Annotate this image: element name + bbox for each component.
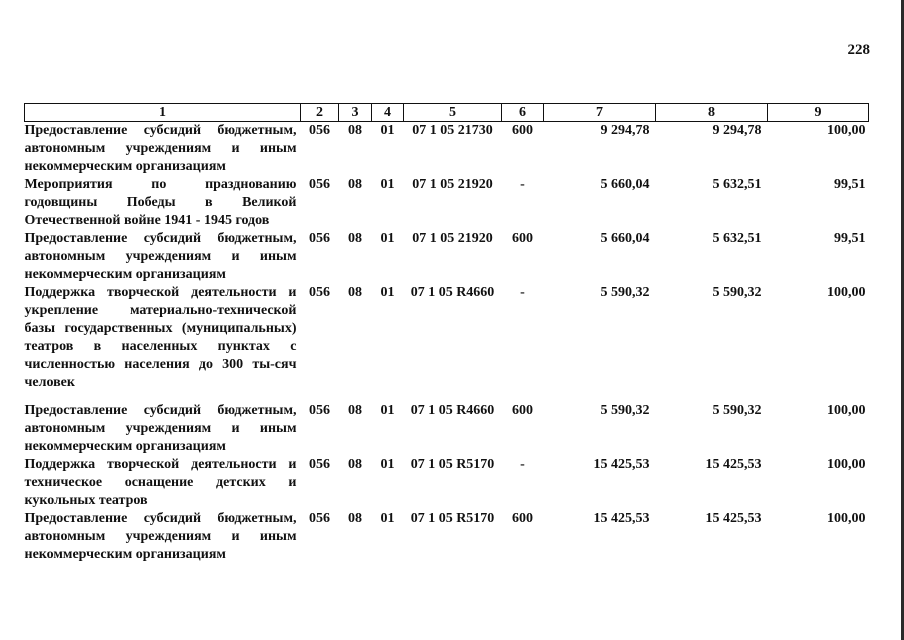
row-kind-code: 600 (512, 123, 533, 138)
table-row (25, 402, 869, 456)
row-target-code: 07 1 05 R4660 (410, 403, 495, 418)
row-executed-amount: 5 590,32 (712, 285, 762, 300)
row-kind-code: - (520, 177, 525, 192)
row-planned-amount: 5 660,04 (600, 231, 650, 246)
row-planned-amount: 5 660,04 (600, 177, 650, 192)
page-number: 228 (847, 42, 870, 58)
row-percent: 99,51 (834, 177, 866, 192)
row-planned-amount: 9 294,78 (600, 123, 650, 138)
row-subsection-code: 01 (380, 511, 395, 526)
row-ministry-code: 056 (309, 403, 330, 418)
column-header-6: 6 (502, 104, 544, 122)
table-row (25, 284, 869, 402)
row-ministry-code: 056 (309, 285, 330, 300)
table-row (25, 510, 869, 564)
table-row (25, 230, 869, 284)
row-name: Поддержка творческой деятельности и техническое оснащение детских и кукольных театров (24, 457, 297, 508)
row-name: Предоставление субсидий бюджетным, автономным учреждениям и иным некоммерческим организациям (24, 403, 297, 454)
row-subsection-code: 01 (380, 403, 395, 418)
row-ministry-code: 056 (309, 231, 330, 246)
column-header-1: 1 (25, 104, 301, 122)
row-kind-code: - (520, 285, 525, 300)
table-row (25, 456, 869, 510)
row-section-code: 08 (348, 231, 362, 246)
column-header-9: 9 (768, 104, 869, 122)
table-body (25, 122, 869, 565)
column-header-2: 2 (301, 104, 339, 122)
row-subsection-code: 01 (380, 123, 395, 138)
row-section-code: 08 (348, 123, 362, 138)
row-target-code: 07 1 05 R5170 (410, 457, 495, 472)
row-subsection-code: 01 (380, 231, 395, 246)
column-header-5: 5 (404, 104, 502, 122)
row-name: Поддержка творческой деятельности и укрепление материально-технической базы государственных (муниципальных) театров в населенных пунктах с численностью населения до 300 ты-сяч человек (24, 285, 297, 390)
row-kind-code: 600 (512, 231, 533, 246)
table-header (25, 104, 869, 122)
row-planned-amount: 5 590,32 (600, 285, 650, 300)
table-row (25, 176, 869, 230)
row-name: Предоставление субсидий бюджетным, автономным учреждениям и иным некоммерческим организациям (24, 231, 297, 282)
row-executed-amount: 15 425,53 (705, 511, 762, 526)
row-target-code: 07 1 05 21920 (412, 177, 493, 192)
row-percent: 100,00 (827, 511, 866, 526)
row-target-code: 07 1 05 R5170 (410, 511, 495, 526)
column-header-3: 3 (339, 104, 372, 122)
row-target-code: 07 1 05 21730 (412, 123, 493, 138)
row-executed-amount: 15 425,53 (705, 457, 762, 472)
row-subsection-code: 01 (380, 285, 395, 300)
row-executed-amount: 9 294,78 (712, 123, 762, 138)
row-name: Предоставление субсидий бюджетным, автономным учреждениям и иным некоммерческим организациям (24, 123, 297, 174)
row-section-code: 08 (348, 457, 362, 472)
row-percent: 100,00 (827, 123, 866, 138)
header-row (25, 104, 869, 122)
row-executed-amount: 5 632,51 (712, 231, 762, 246)
row-name: Мероприятия по празднованию годовщины Победы в Великой Отечественной войне 1941 - 1945 годов (24, 177, 297, 228)
row-ministry-code: 056 (309, 177, 330, 192)
row-subsection-code: 01 (380, 457, 395, 472)
row-ministry-code: 056 (309, 457, 330, 472)
row-section-code: 08 (348, 511, 362, 526)
row-kind-code: 600 (512, 511, 533, 526)
column-header-8: 8 (656, 104, 768, 122)
row-target-code: 07 1 05 R4660 (410, 285, 495, 300)
row-planned-amount: 5 590,32 (600, 403, 650, 418)
row-percent: 100,00 (827, 457, 866, 472)
row-target-code: 07 1 05 21920 (412, 231, 493, 246)
row-percent: 99,51 (834, 231, 866, 246)
row-section-code: 08 (348, 403, 362, 418)
table-row (25, 122, 869, 177)
row-planned-amount: 15 425,53 (593, 511, 650, 526)
row-planned-amount: 15 425,53 (593, 457, 650, 472)
row-ministry-code: 056 (309, 511, 330, 526)
row-executed-amount: 5 590,32 (712, 403, 762, 418)
row-subsection-code: 01 (380, 177, 395, 192)
row-percent: 100,00 (827, 285, 866, 300)
budget-table (24, 103, 869, 564)
row-ministry-code: 056 (309, 123, 330, 138)
row-section-code: 08 (348, 177, 362, 192)
row-kind-code: - (520, 457, 525, 472)
row-kind-code: 600 (512, 403, 533, 418)
row-executed-amount: 5 632,51 (712, 177, 762, 192)
row-percent: 100,00 (827, 403, 866, 418)
row-name: Предоставление субсидий бюджетным, автономным учреждениям и иным некоммерческим организациям (24, 511, 297, 562)
row-section-code: 08 (348, 285, 362, 300)
column-header-7: 7 (544, 104, 656, 122)
column-header-4: 4 (372, 104, 404, 122)
